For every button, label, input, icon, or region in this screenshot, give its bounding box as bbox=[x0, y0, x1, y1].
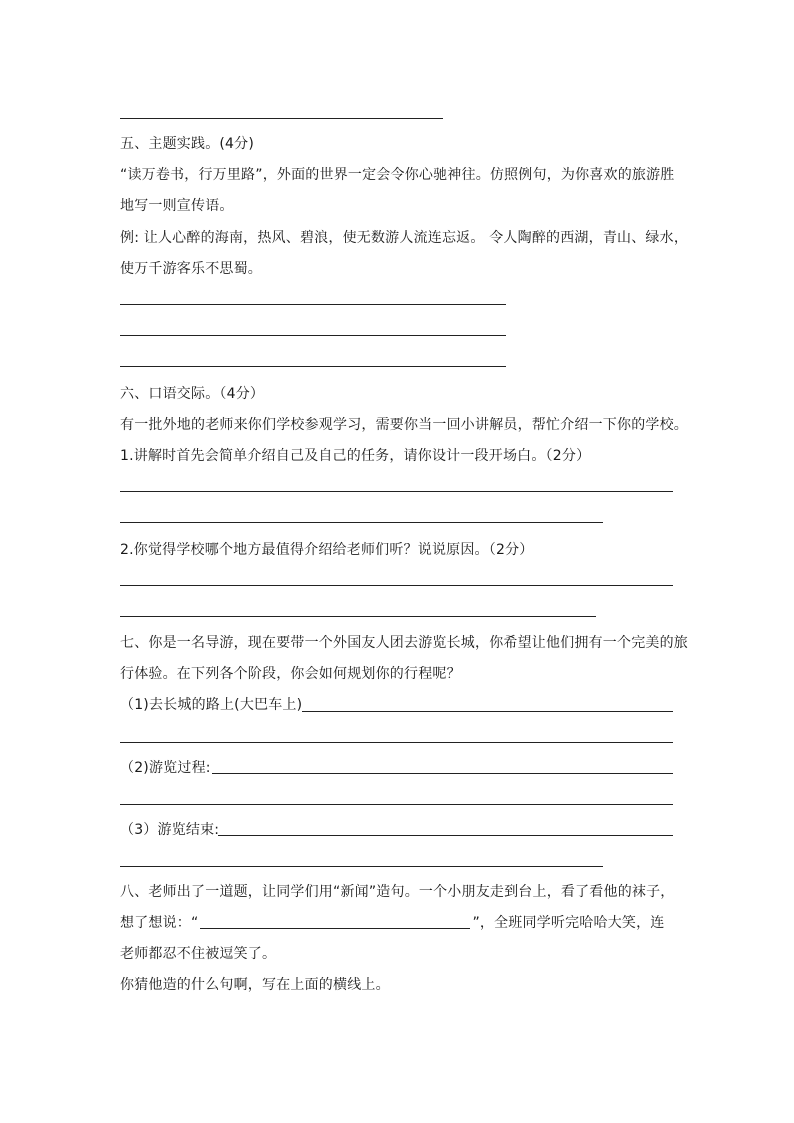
section8-line1: 八、老师出了一道题，让同学们用“新闻”造句。一个小朋友走到台上，看了看他的袜子， bbox=[120, 884, 675, 900]
answer-line[interactable] bbox=[302, 711, 673, 712]
section6-intro: 有一批外地的老师来你们学校参观学习，需要你当一回小讲解员，帮忙介绍一下你的学校。 bbox=[120, 417, 688, 433]
section8-line2-post: ”，全班同学听完哈哈大笑，连 bbox=[472, 915, 665, 931]
answer-line[interactable] bbox=[120, 616, 596, 617]
answer-line[interactable] bbox=[212, 773, 673, 774]
answer-line[interactable] bbox=[120, 366, 506, 367]
section5-title: 五、主题实践。(4分) bbox=[120, 136, 255, 152]
answer-line[interactable] bbox=[120, 491, 673, 492]
section7-title-line1: 七、你是一名导游，现在要带一个外国友人团去游览长城，你希望让他们拥有一个完美的旅 bbox=[120, 635, 688, 651]
section5-example-line2: 使万千游客乐不思蜀。 bbox=[120, 261, 262, 277]
section6-question2: 2.你觉得学校哪个地方最值得介绍给老师们听？说说原因。（2分） bbox=[120, 542, 534, 558]
section6-question1: 1.讲解时首先会简单介绍自己及自己的任务，请你设计一段开场白。（2分） bbox=[120, 448, 591, 464]
section5-example-line1: 例: 让人心醉的海南，热风、碧浪，使无数游人流连忘返。 令人陶醉的西湖，青山、绿水， bbox=[120, 230, 689, 246]
section5-intro-line1: “读万卷书，行万里路”，外面的世界一定会令你心驰神往。仿照例句，为你喜欢的旅游胜 bbox=[120, 167, 675, 183]
answer-line[interactable] bbox=[120, 522, 603, 523]
section8-line4: 你猜他造的什么句啊，写在上面的横线上。 bbox=[120, 977, 390, 993]
answer-line[interactable] bbox=[120, 118, 443, 119]
answer-line[interactable] bbox=[218, 835, 673, 836]
section7-title-line2: 行体验。在下列各个阶段，你会如何规划你的行程呢？ bbox=[120, 666, 461, 682]
section6-title: 六、口语交际。（4分） bbox=[120, 386, 265, 402]
section5-intro-line2: 地写一则宣传语。 bbox=[120, 198, 234, 214]
section8-line2 bbox=[120, 913, 665, 933]
answer-line[interactable] bbox=[120, 804, 673, 805]
section8-line3: 老师都忍不住被逗笑了。 bbox=[120, 946, 277, 962]
sentence-answer-blank[interactable] bbox=[200, 914, 470, 929]
answer-line[interactable] bbox=[120, 335, 506, 336]
answer-line[interactable] bbox=[120, 742, 673, 743]
section8-line2-pre: 想了想说：“ bbox=[120, 915, 199, 931]
section7-item2-label: （2)游览过程: bbox=[120, 760, 211, 776]
answer-line[interactable] bbox=[120, 304, 506, 305]
answer-line[interactable] bbox=[120, 866, 603, 867]
section7-item1-label: （1)去长城的路上(大巴车上) bbox=[120, 697, 303, 713]
section7-item3-label: （3）游览结束: bbox=[120, 822, 220, 838]
answer-line[interactable] bbox=[120, 585, 673, 586]
